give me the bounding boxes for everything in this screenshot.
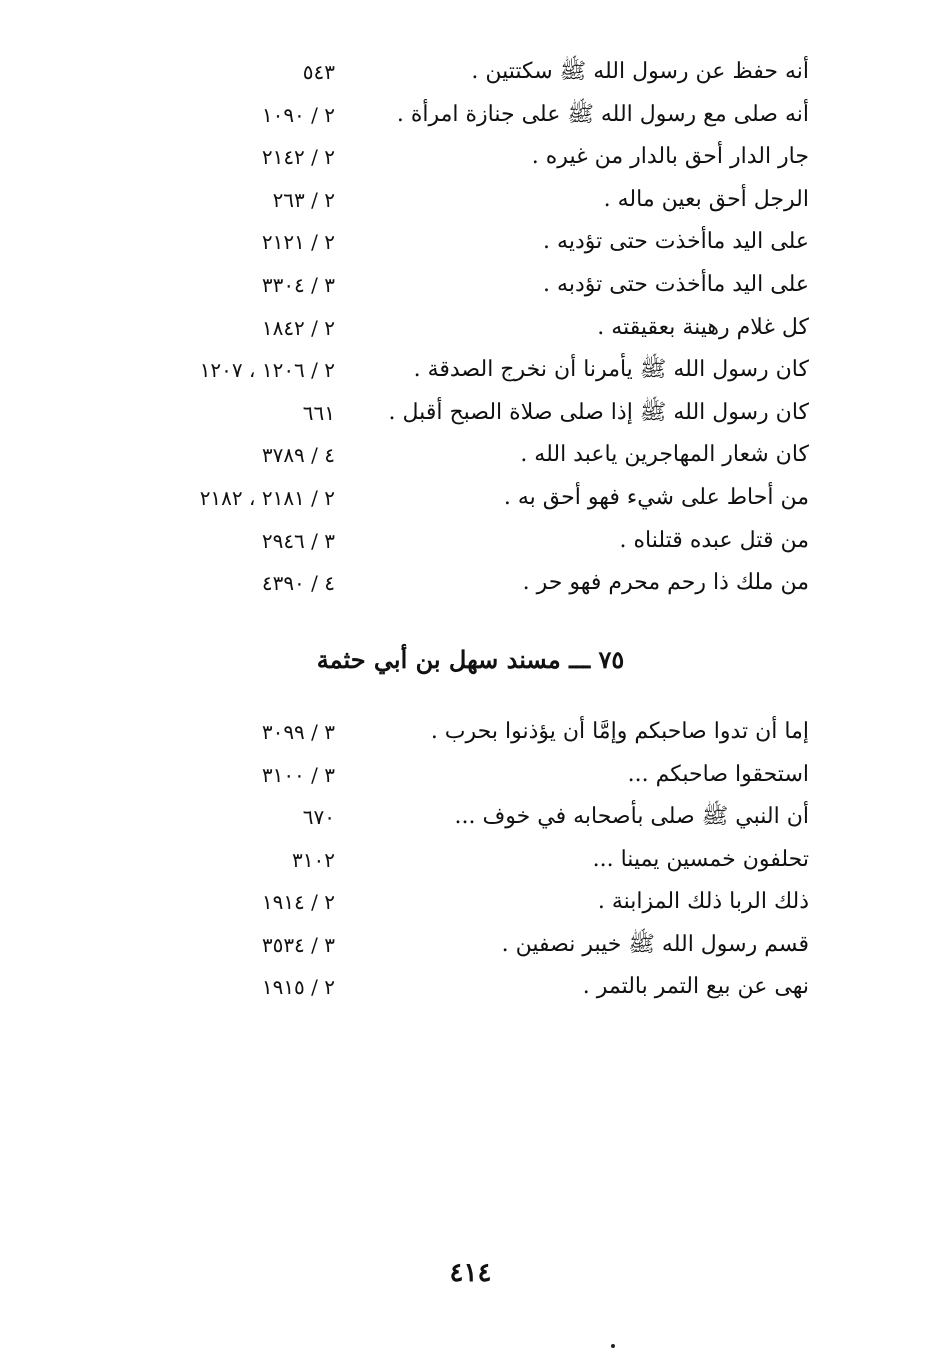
hadith-text: جار الدار أحق بالدار من غيره . bbox=[531, 144, 809, 170]
hadith-reference: ٤ / ٤٣٩٠ bbox=[261, 571, 335, 596]
hadith-reference: ٢ / ٢١٤٢ bbox=[261, 145, 335, 170]
hadith-text: كل غلام رهينة بعقيقته . bbox=[597, 314, 809, 340]
index-row bbox=[0, 180, 941, 220]
page-number: ٤١٤ bbox=[449, 1258, 492, 1288]
hadith-reference: ٢ / ١٠٩٠ bbox=[261, 102, 335, 127]
hadith-text: استحقوا صاحبكم ... bbox=[627, 761, 809, 787]
index-row bbox=[0, 967, 941, 1007]
index-row bbox=[0, 52, 941, 92]
index-row bbox=[0, 308, 941, 348]
hadith-reference: ٣ / ٣٠٩٩ bbox=[261, 720, 335, 744]
index-row bbox=[0, 95, 941, 135]
index-row bbox=[0, 925, 941, 965]
section-title: مسند سهل بن أبي حثمة bbox=[316, 645, 561, 674]
index-row bbox=[0, 882, 941, 922]
hadith-reference: ٢ / ١٨٤٢ bbox=[261, 315, 335, 340]
hadith-reference: ٣١٠٢ bbox=[292, 847, 335, 872]
hadith-reference: ٢ / ١٩١٥ bbox=[261, 975, 335, 999]
index-row bbox=[0, 350, 941, 390]
hadith-text: أنه حفظ عن رسول الله ﷺ سكتتين . bbox=[471, 59, 809, 84]
hadith-text: كان شعار المهاجرين ياعبد الله . bbox=[520, 442, 809, 468]
hadith-reference: ٣ / ٣١٠٠ bbox=[261, 762, 335, 787]
hadith-text: من قتل عبده قتلناه . bbox=[619, 527, 809, 553]
index-row bbox=[0, 478, 941, 518]
index-row bbox=[0, 137, 941, 177]
index-row bbox=[0, 563, 941, 603]
index-row bbox=[0, 222, 941, 262]
section-dash: ـــ bbox=[569, 645, 591, 674]
index-row bbox=[0, 840, 941, 880]
hadith-text: ذلك الربا ذلك المزابنة . bbox=[597, 889, 809, 914]
index-row bbox=[0, 393, 941, 433]
hadith-reference: ٣ / ٣٣٠٤ bbox=[261, 273, 335, 297]
index-row bbox=[0, 755, 941, 795]
hadith-text: كان رسول الله ﷺ يأمرنا أن نخرج الصدقة . bbox=[413, 357, 809, 383]
index-row bbox=[0, 797, 941, 837]
hadith-text: أنه صلى مع رسول الله ﷺ على جنازة امرأة . bbox=[396, 101, 809, 127]
hadith-reference: ٤ / ٣٧٨٩ bbox=[261, 443, 335, 468]
hadith-reference: ٢ / ١٢٠٦ ، ١٢٠٧ bbox=[199, 358, 335, 383]
hadith-reference: ٣ / ٢٩٤٦ bbox=[261, 528, 335, 553]
hadith-text: إما أن تدوا صاحبكم وإمَّا أن يؤذنوا بحرب . bbox=[430, 719, 809, 744]
hadith-text: نهى عن بيع التمر بالتمر . bbox=[582, 974, 809, 999]
hadith-text: على اليد ماأخذت حتى تؤديه . bbox=[543, 229, 809, 255]
hadith-reference: ٢ / ٢١٢١ bbox=[261, 230, 335, 255]
speck bbox=[611, 1344, 615, 1348]
hadith-reference: ٢ / ٢١٨١ ، ٢١٨٢ bbox=[199, 486, 335, 510]
hadith-text: الرجل أحق بعين ماله . bbox=[603, 186, 809, 212]
hadith-text: تحلفون خمسين يمينا ... bbox=[592, 846, 809, 872]
hadith-reference: ٥٤٣ bbox=[302, 60, 335, 84]
index-row bbox=[0, 265, 941, 305]
section-heading bbox=[0, 638, 941, 682]
index-row bbox=[0, 712, 941, 752]
index-row bbox=[0, 435, 941, 475]
hadith-reference: ٦٦١ bbox=[302, 400, 335, 425]
hadith-text: قسم رسول الله ﷺ خيبر نصفين . bbox=[501, 931, 809, 957]
section-number: ٧٥ bbox=[598, 645, 625, 674]
hadith-text: من ملك ذا رحم محرم فهو حر . bbox=[522, 570, 809, 596]
hadith-reference: ٦٧٠ bbox=[302, 805, 335, 829]
hadith-reference: ٢ / ١٩١٤ bbox=[261, 890, 335, 914]
hadith-reference: ٢ / ٢٦٣ bbox=[272, 187, 335, 212]
index-row bbox=[0, 521, 941, 561]
hadith-text: أن النبي ﷺ صلى بأصحابه في خوف ... bbox=[454, 804, 809, 829]
hadith-text: على اليد ماأخذت حتى تؤدبه . bbox=[543, 272, 809, 297]
hadith-text: من أحاط على شيء فهو أحق به . bbox=[503, 485, 809, 510]
hadith-text: كان رسول الله ﷺ إذا صلى صلاة الصبح أقبل . bbox=[388, 399, 809, 425]
hadith-reference: ٣ / ٣٥٣٤ bbox=[261, 932, 335, 957]
